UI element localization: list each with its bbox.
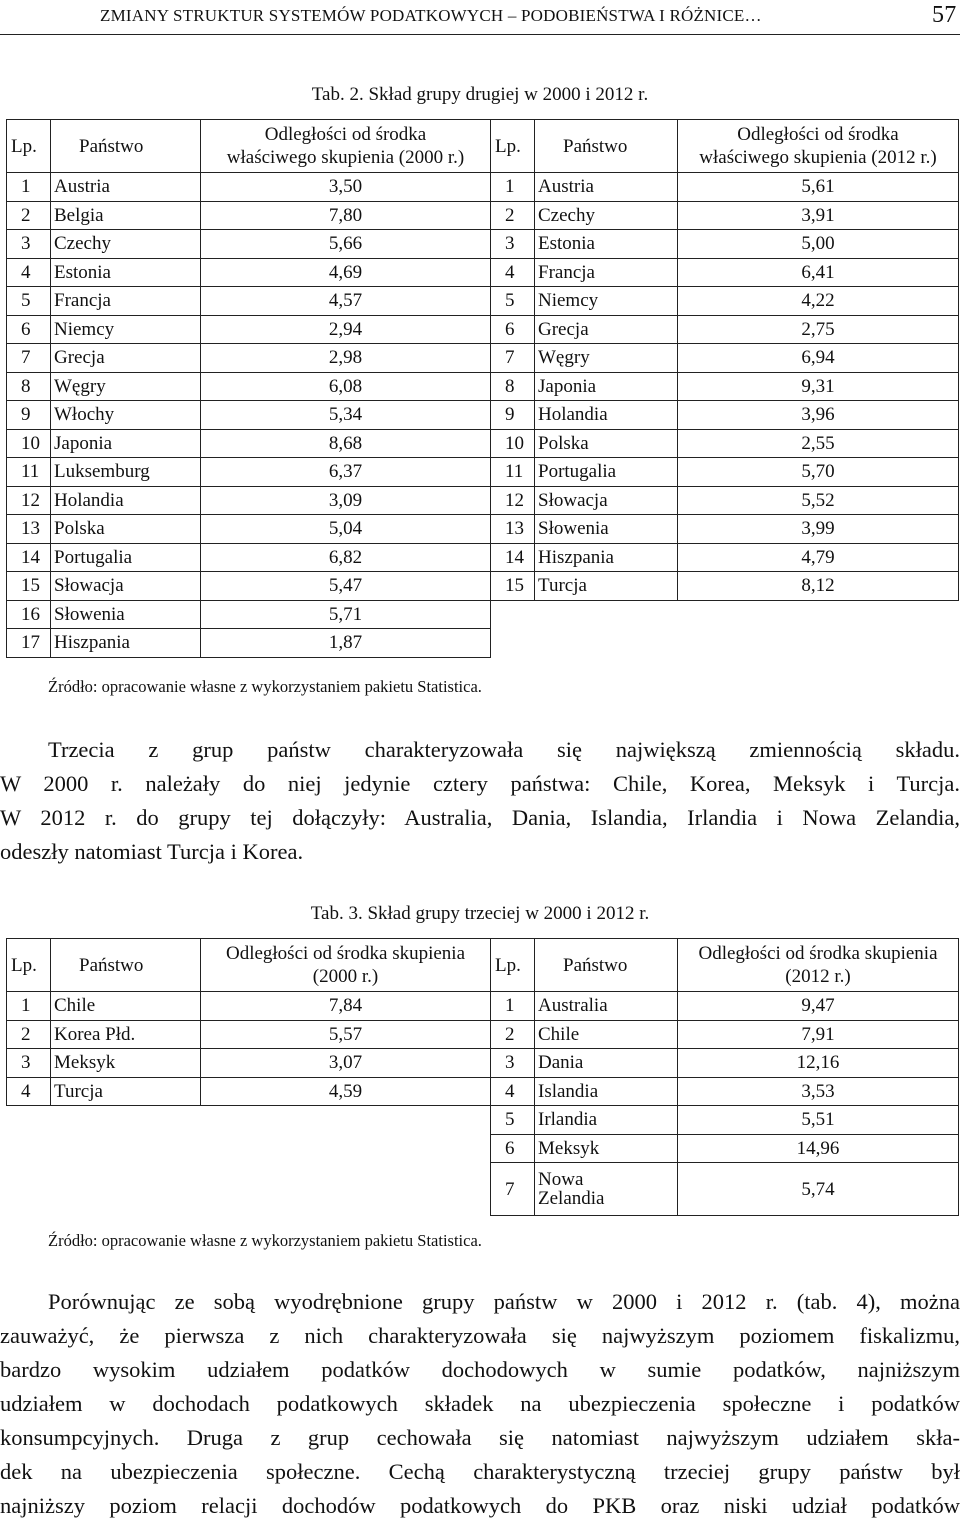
empty-cell xyxy=(535,629,678,658)
country-name: Grecja xyxy=(535,315,678,344)
distance-value: 6,41 xyxy=(678,258,959,287)
paragraph-line: dek na ubezpieczenia społeczne. Cechą charakterystyczną trzeciej grupy państw był xyxy=(0,1459,960,1484)
table-row xyxy=(7,629,959,658)
country-name: Estonia xyxy=(535,230,678,259)
row-number: 17 xyxy=(7,629,51,658)
empty-cell xyxy=(678,600,959,629)
distance-value: 2,98 xyxy=(201,344,491,373)
table-row xyxy=(7,173,959,202)
row-number: 12 xyxy=(491,486,535,515)
country-name xyxy=(535,1163,678,1216)
distance-value: 5,70 xyxy=(678,458,959,487)
empty-cell xyxy=(7,1106,51,1135)
row-number: 15 xyxy=(491,572,535,601)
distance-value: 6,94 xyxy=(678,344,959,373)
table2-header-row xyxy=(7,120,959,173)
table-row xyxy=(7,486,959,515)
empty-cell xyxy=(7,1163,51,1216)
country-name: Chile xyxy=(51,992,201,1021)
distance-value: 3,96 xyxy=(678,401,959,430)
running-title: ZMIANY STRUKTUR SYSTEMÓW PODATKOWYCH – PODOBIEŃSTWA I RÓŻNICE… xyxy=(100,6,762,25)
paragraph-line: udziałem w dochodach podatkowych składek na ubezpieczenia społeczne i podatków xyxy=(0,1391,960,1416)
country-name: Islandia xyxy=(535,1077,678,1106)
country-name: Włochy xyxy=(51,401,201,430)
distance-value: 6,82 xyxy=(201,543,491,572)
country-name: Francja xyxy=(51,287,201,316)
paragraph-line: zauważyć, że pierwsza z nich charakteryzowała się najwyższym poziomem fiskalizmu, xyxy=(0,1323,960,1348)
table2-header-lp: Lp. xyxy=(7,120,51,173)
table2-caption: Tab. 2. Skład grupy drugiej w 2000 i 2012 r. xyxy=(311,84,649,105)
country-name: Słowacja xyxy=(535,486,678,515)
country-name: Holandia xyxy=(535,401,678,430)
table2-header-country: Państwo xyxy=(51,120,201,173)
row-number: 8 xyxy=(491,372,535,401)
row-number: 15 xyxy=(7,572,51,601)
row-number: 3 xyxy=(491,230,535,259)
distance-value: 6,08 xyxy=(201,372,491,401)
paragraph-2 xyxy=(0,1285,960,1523)
country-name: Węgry xyxy=(51,372,201,401)
distance-value: 5,04 xyxy=(201,515,491,544)
distance-value: 14,96 xyxy=(678,1134,959,1163)
empty-cell xyxy=(491,629,535,658)
distance-value: 5,66 xyxy=(201,230,491,259)
table3-header-row xyxy=(7,939,959,992)
paragraph-line: W 2012 r. do grupy tej dołączyły: Australia, Dania, Islandia, Irlandia i Nowa Zelandia, xyxy=(0,805,960,830)
empty-cell xyxy=(678,629,959,658)
table3-header-country: Państwo xyxy=(535,939,678,992)
row-number: 2 xyxy=(7,1020,51,1049)
distance-value: 9,31 xyxy=(678,372,959,401)
country-name: Austria xyxy=(535,173,678,202)
country-name: Hiszpania xyxy=(535,543,678,572)
country-name: Niemcy xyxy=(51,315,201,344)
country-name: Chile xyxy=(535,1020,678,1049)
distance-value: 2,55 xyxy=(678,429,959,458)
table2-source-note: Źródło: opracowanie własne z wykorzystaniem pakietu Statistica. xyxy=(48,677,482,696)
table-row xyxy=(7,287,959,316)
distance-value: 4,79 xyxy=(678,543,959,572)
country-name: Portugalia xyxy=(51,543,201,572)
table-row xyxy=(7,1134,959,1163)
row-number: 13 xyxy=(491,515,535,544)
row-number: 4 xyxy=(491,258,535,287)
empty-cell xyxy=(51,1106,201,1135)
distance-value: 8,68 xyxy=(201,429,491,458)
row-number: 1 xyxy=(491,992,535,1021)
table-row xyxy=(7,201,959,230)
distance-value: 2,94 xyxy=(201,315,491,344)
row-number: 9 xyxy=(7,401,51,430)
table-row xyxy=(7,1077,959,1106)
row-number: 10 xyxy=(491,429,535,458)
distance-value: 9,47 xyxy=(678,992,959,1021)
distance-value: 7,80 xyxy=(201,201,491,230)
table-row xyxy=(7,258,959,287)
distance-value: 5,74 xyxy=(678,1163,959,1216)
row-number: 13 xyxy=(7,515,51,544)
country-name: Turcja xyxy=(51,1077,201,1106)
row-number: 5 xyxy=(491,1106,535,1135)
row-number: 6 xyxy=(491,1134,535,1163)
table-row xyxy=(7,600,959,629)
row-number: 5 xyxy=(7,287,51,316)
table-row xyxy=(7,1106,959,1135)
table-row xyxy=(7,1049,959,1078)
empty-cell xyxy=(491,600,535,629)
country-name: Belgia xyxy=(51,201,201,230)
distance-value: 5,71 xyxy=(201,600,491,629)
row-number: 16 xyxy=(7,600,51,629)
table3 xyxy=(6,938,959,1216)
distance-value: 8,12 xyxy=(678,572,959,601)
table-row xyxy=(7,572,959,601)
row-number: 7 xyxy=(491,1163,535,1216)
table-row xyxy=(7,372,959,401)
table-row xyxy=(7,992,959,1021)
country-name: Japonia xyxy=(51,429,201,458)
empty-cell xyxy=(201,1163,491,1216)
table2-header-dist-2000: Odległości od środka właściwego skupienia (2000 r.) xyxy=(201,120,491,173)
row-number: 1 xyxy=(7,992,51,1021)
row-number: 7 xyxy=(491,344,535,373)
row-number: 7 xyxy=(7,344,51,373)
paragraph-line: najniższy poziom relacji dochodów podatkowych do PKB oraz niski udział podatków xyxy=(0,1493,960,1518)
paragraph-line: konsumpcyjnych. Druga z grup cechowała się natomiast najwyższym udziałem skła- xyxy=(0,1425,960,1450)
row-number: 10 xyxy=(7,429,51,458)
distance-value: 3,50 xyxy=(201,173,491,202)
table3-header-lp: Lp. xyxy=(7,939,51,992)
row-number: 5 xyxy=(491,287,535,316)
distance-value: 4,59 xyxy=(201,1077,491,1106)
row-number: 11 xyxy=(7,458,51,487)
distance-value: 5,34 xyxy=(201,401,491,430)
country-name: Węgry xyxy=(535,344,678,373)
row-number: 4 xyxy=(7,258,51,287)
country-name: Irlandia xyxy=(535,1106,678,1135)
distance-value: 1,87 xyxy=(201,629,491,658)
country-name: Czechy xyxy=(51,230,201,259)
distance-value: 4,57 xyxy=(201,287,491,316)
table-row xyxy=(7,458,959,487)
distance-value: 5,47 xyxy=(201,572,491,601)
paragraph-line: Trzecia z grup państw charakteryzowała się największą zmiennością składu. xyxy=(48,737,960,762)
row-number: 1 xyxy=(491,173,535,202)
country-name: Słowacja xyxy=(51,572,201,601)
empty-cell xyxy=(201,1134,491,1163)
empty-cell xyxy=(51,1163,201,1216)
country-name: Estonia xyxy=(51,258,201,287)
table-row xyxy=(7,230,959,259)
country-name: Słowenia xyxy=(535,515,678,544)
table-row xyxy=(7,515,959,544)
row-number: 6 xyxy=(7,315,51,344)
country-name: Dania xyxy=(535,1049,678,1078)
country-name: Japonia xyxy=(535,372,678,401)
paragraph-1 xyxy=(0,733,960,869)
country-name: Hiszpania xyxy=(51,629,201,658)
table-row xyxy=(7,315,959,344)
distance-value: 5,61 xyxy=(678,173,959,202)
row-number: 2 xyxy=(491,201,535,230)
distance-value: 3,99 xyxy=(678,515,959,544)
distance-value: 12,16 xyxy=(678,1049,959,1078)
table-row xyxy=(7,543,959,572)
distance-value: 4,69 xyxy=(201,258,491,287)
country-name: Polska xyxy=(51,515,201,544)
distance-value: 3,91 xyxy=(678,201,959,230)
distance-value: 5,57 xyxy=(201,1020,491,1049)
row-number: 1 xyxy=(7,173,51,202)
country-name: Australia xyxy=(535,992,678,1021)
table2 xyxy=(6,119,959,658)
row-number: 14 xyxy=(491,543,535,572)
table3-header-country: Państwo xyxy=(51,939,201,992)
table3-header-dist-2000: Odległości od środka skupienia (2000 r.) xyxy=(201,939,491,992)
row-number: 2 xyxy=(491,1020,535,1049)
country-name: Portugalia xyxy=(535,458,678,487)
country-name: Turcja xyxy=(535,572,678,601)
row-number: 11 xyxy=(491,458,535,487)
paragraph-line: Porównując ze sobą wyodrębnione grupy państw w 2000 i 2012 r. (tab. 4), można xyxy=(48,1289,960,1314)
empty-cell xyxy=(7,1134,51,1163)
table3-header-lp: Lp. xyxy=(491,939,535,992)
row-number: 3 xyxy=(7,1049,51,1078)
empty-cell xyxy=(535,600,678,629)
table2-header-country: Państwo xyxy=(535,120,678,173)
row-number: 14 xyxy=(7,543,51,572)
paragraph-line: W 2000 r. należały do niej jedynie cztery państwa: Chile, Korea, Meksyk i Turcja. xyxy=(0,771,960,796)
country-name: Luksemburg xyxy=(51,458,201,487)
table-row xyxy=(7,429,959,458)
table-row xyxy=(7,1163,959,1216)
country-name: Austria xyxy=(51,173,201,202)
distance-value: 5,51 xyxy=(678,1106,959,1135)
country-name: Czechy xyxy=(535,201,678,230)
running-header xyxy=(0,0,960,35)
distance-value: 4,22 xyxy=(678,287,959,316)
distance-value: 7,91 xyxy=(678,1020,959,1049)
distance-value: 5,52 xyxy=(678,486,959,515)
row-number: 2 xyxy=(7,201,51,230)
page-number: 57 xyxy=(932,2,957,28)
country-name: Korea Płd. xyxy=(51,1020,201,1049)
row-number: 6 xyxy=(491,315,535,344)
country-name: Francja xyxy=(535,258,678,287)
row-number: 4 xyxy=(7,1077,51,1106)
distance-value: 3,07 xyxy=(201,1049,491,1078)
row-number: 3 xyxy=(7,230,51,259)
empty-cell xyxy=(51,1134,201,1163)
empty-cell xyxy=(201,1106,491,1135)
paragraph-line: bardzo wysokim udziałem podatków dochodowych w sumie podatków, najniższym xyxy=(0,1357,960,1382)
distance-value: 7,84 xyxy=(201,992,491,1021)
table-row xyxy=(7,401,959,430)
table3-header-dist-2012: Odległości od środka skupienia (2012 r.) xyxy=(678,939,959,992)
distance-value: 6,37 xyxy=(201,458,491,487)
country-name-line: Nowa xyxy=(538,1169,584,1190)
country-name-line: Zelandia xyxy=(538,1188,605,1209)
country-name: Słowenia xyxy=(51,600,201,629)
distance-value: 5,00 xyxy=(678,230,959,259)
distance-value: 3,09 xyxy=(201,486,491,515)
paragraph-line: odeszły natomiast Turcja i Korea. xyxy=(0,839,304,864)
country-name: Meksyk xyxy=(535,1134,678,1163)
row-number: 12 xyxy=(7,486,51,515)
row-number: 9 xyxy=(491,401,535,430)
row-number: 8 xyxy=(7,372,51,401)
country-name: Polska xyxy=(535,429,678,458)
table-row xyxy=(7,1020,959,1049)
table3-source-note: Źródło: opracowanie własne z wykorzystaniem pakietu Statistica. xyxy=(48,1231,482,1250)
table-row xyxy=(7,344,959,373)
table2-header-lp: Lp. xyxy=(491,120,535,173)
country-name: Meksyk xyxy=(51,1049,201,1078)
row-number: 4 xyxy=(491,1077,535,1106)
country-name: Grecja xyxy=(51,344,201,373)
distance-value: 2,75 xyxy=(678,315,959,344)
table2-header-dist-2012: Odległości od środka właściwego skupienia (2012 r.) xyxy=(678,120,959,173)
table3-caption: Tab. 3. Skład grupy trzeciej w 2000 i 2012 r. xyxy=(310,903,650,924)
row-number: 3 xyxy=(491,1049,535,1078)
country-name: Niemcy xyxy=(535,287,678,316)
distance-value: 3,53 xyxy=(678,1077,959,1106)
country-name: Holandia xyxy=(51,486,201,515)
